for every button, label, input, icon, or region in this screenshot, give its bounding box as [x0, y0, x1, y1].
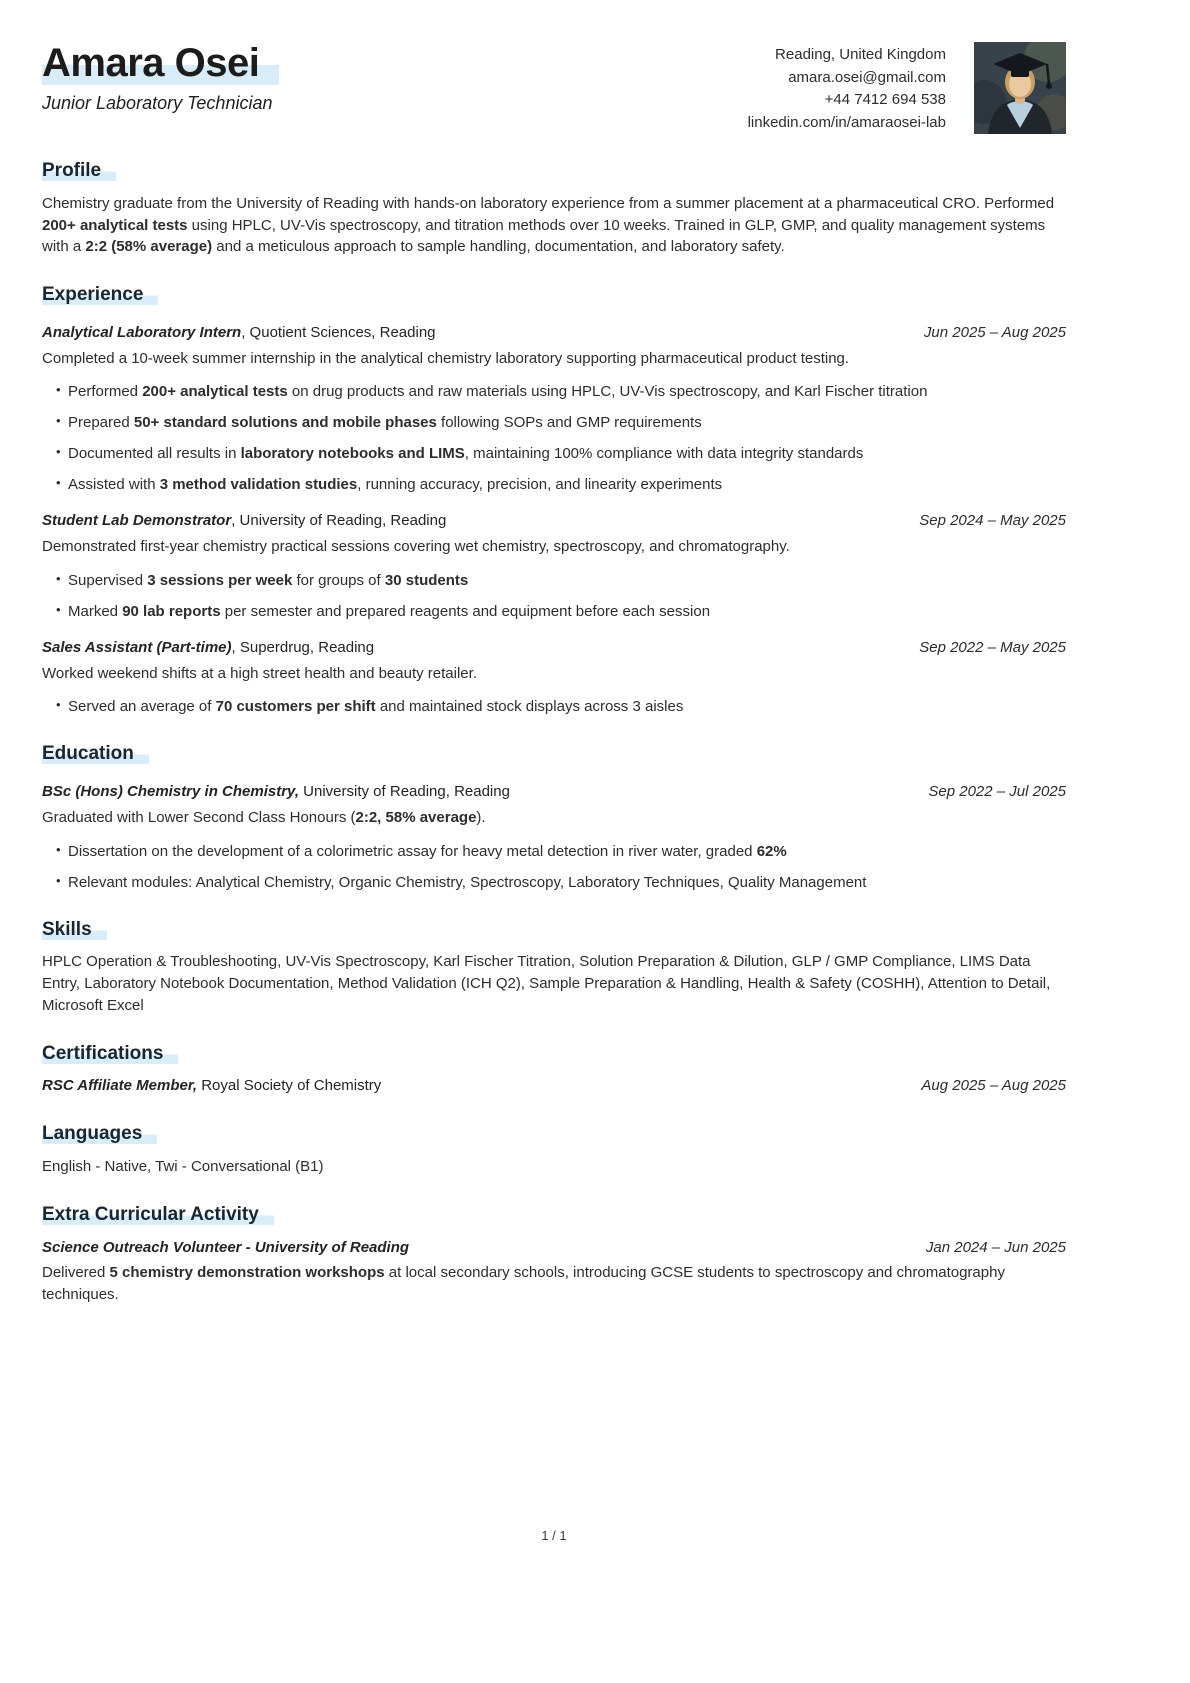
entry-dates: Sep 2024 – May 2025 — [919, 512, 1066, 530]
entry-dates: Sep 2022 – Jul 2025 — [928, 783, 1066, 801]
education-entry — [42, 781, 1066, 893]
section-heading-skills: Skills — [42, 919, 1066, 942]
entry-bullet-list — [42, 696, 1066, 717]
languages-list: English - Native, Twi - Conversational (B1) — [42, 1158, 324, 1176]
profile-summary: Chemistry graduate from the University of Reading with hands-on laboratory experience from a summer placement at a pharmaceutical CRO. Performed 200+ analytical tests using HPLC, UV-Vis spectroscopy, and titration methods over 10 weeks. Trained in GLP, GMP, and quality management systems with a 2:2 (58% average) and a meticulous approach to sample handling, documentation, and laboratory safety. — [42, 194, 1055, 256]
contact-phone: +44 7412 694 538 — [824, 91, 946, 108]
contact-block — [748, 44, 946, 134]
entry-header — [42, 322, 1066, 344]
entry-header — [42, 781, 1066, 803]
graduate-portrait-image — [974, 42, 1066, 134]
bullet-item: • Documented all results in laboratory notebooks and LIMS, maintaining 100% compliance with data integrity standards — [42, 443, 1066, 464]
entry-title: Science Outreach Volunteer - University of Reading — [42, 1238, 410, 1256]
section-heading-languages: Languages — [42, 1123, 1066, 1146]
resume-header — [42, 42, 1066, 134]
section-heading-extra-curricular: Extra Curricular Activity — [42, 1204, 1066, 1227]
section-heading-experience: Experience — [42, 284, 1066, 307]
bullet-item: • Relevant modules: Analytical Chemistry, Organic Chemistry, Spectroscopy, Laboratory Techniques, Quality Management — [42, 872, 1066, 893]
entry-dates: Aug 2025 – Aug 2025 — [921, 1077, 1066, 1095]
extra-curricular-entry — [42, 1237, 1066, 1306]
entry-title: Sales Assistant (Part-time), Superdrug, Reading — [42, 638, 375, 656]
candidate-name-text: Amara Osei — [42, 41, 279, 85]
bullet-item: • Marked 90 lab reports per semester and prepared reagents and equipment before each session — [42, 601, 1066, 622]
entry-header — [42, 1237, 1066, 1259]
bullet-item: • Served an average of 70 customers per shift and maintained stock displays across 3 aisles — [42, 696, 1066, 717]
entry-header — [42, 637, 1066, 659]
section-heading-education: Education — [42, 743, 1066, 766]
contact-location: Reading, United Kingdom — [775, 46, 946, 63]
entry-description: Demonstrated first-year chemistry practical sessions covering wet chemistry, spectroscopy, and chromatography. — [42, 538, 790, 556]
candidate-name — [42, 42, 732, 85]
entry-title: BSc (Hons) Chemistry in Chemistry, University of Reading, Reading — [42, 783, 510, 801]
contact-email: amara.osei@gmail.com — [788, 68, 946, 86]
section-heading-certifications: Certifications — [42, 1043, 1066, 1066]
bullet-item: • Supervised 3 sessions per week for groups of 30 students — [42, 570, 1066, 591]
entry-bullet-list — [42, 381, 1066, 495]
entry-header — [42, 1075, 1066, 1097]
entry-title: Student Lab Demonstrator, University of Reading, Reading — [42, 512, 447, 530]
entry-dates: Jan 2024 – Jun 2025 — [925, 1238, 1066, 1256]
page-number: 1 / 1 — [541, 1528, 567, 1543]
entry-bullet-list — [42, 841, 1066, 893]
candidate-job-title: Junior Laboratory Technician — [42, 93, 273, 114]
entry-title: Analytical Laboratory Intern, Quotient Sciences, Reading — [42, 323, 436, 341]
experience-entry — [42, 637, 1066, 718]
entry-title: RSC Affiliate Member, Royal Society of Chemistry — [42, 1077, 382, 1095]
experience-entry — [42, 322, 1066, 496]
entry-description: Graduated with Lower Second Class Honours (2:2, 58% average). — [42, 808, 486, 826]
experience-entry — [42, 510, 1066, 622]
skills-list: HPLC Operation & Troubleshooting, UV-Vis Spectroscopy, Karl Fischer Titration, Solution Preparation & Dilution, GLP / GMP Compliance, LIMS Data Entry, Laboratory Notebook Documentation, Method Validation (ICH Q2), Sample Preparation & Handling, Health & Safety (COSHH), Attention to Detail, Microsoft Excel — [42, 953, 1051, 1014]
entry-description: Worked weekend shifts at a high street health and beauty retailer. — [42, 664, 477, 682]
bullet-item: • Prepared 50+ standard solutions and mobile phases following SOPs and GMP requirements — [42, 412, 1066, 433]
bullet-item: • Performed 200+ analytical tests on drug products and raw materials using HPLC, UV-Vis spectroscopy, and Karl Fischer titration — [42, 381, 1066, 402]
entry-bullet-list — [42, 570, 1066, 622]
entry-description: Completed a 10-week summer internship in the analytical chemistry laboratory supporting pharmaceutical product testing. — [42, 349, 850, 367]
section-heading-profile: Profile — [42, 160, 1066, 183]
contact-linkedin: linkedin.com/in/amaraosei-lab — [747, 113, 946, 131]
entry-dates: Sep 2022 – May 2025 — [919, 638, 1066, 656]
certification-entry — [42, 1075, 1066, 1097]
entry-dates: Jun 2025 – Aug 2025 — [923, 323, 1066, 341]
entry-description: Delivered 5 chemistry demonstration workshops at local secondary schools, introducing GCSE students to spectroscopy and chromatography techniques. — [42, 1264, 1005, 1304]
profile-photo — [974, 42, 1066, 134]
bullet-item: • Assisted with 3 method validation studies, running accuracy, precision, and linearity experiments — [42, 474, 1066, 495]
entry-header — [42, 510, 1066, 532]
bullet-item: • Dissertation on the development of a colorimetric assay for heavy metal detection in river water, graded 62% — [42, 841, 1066, 862]
identity-block — [42, 42, 732, 114]
